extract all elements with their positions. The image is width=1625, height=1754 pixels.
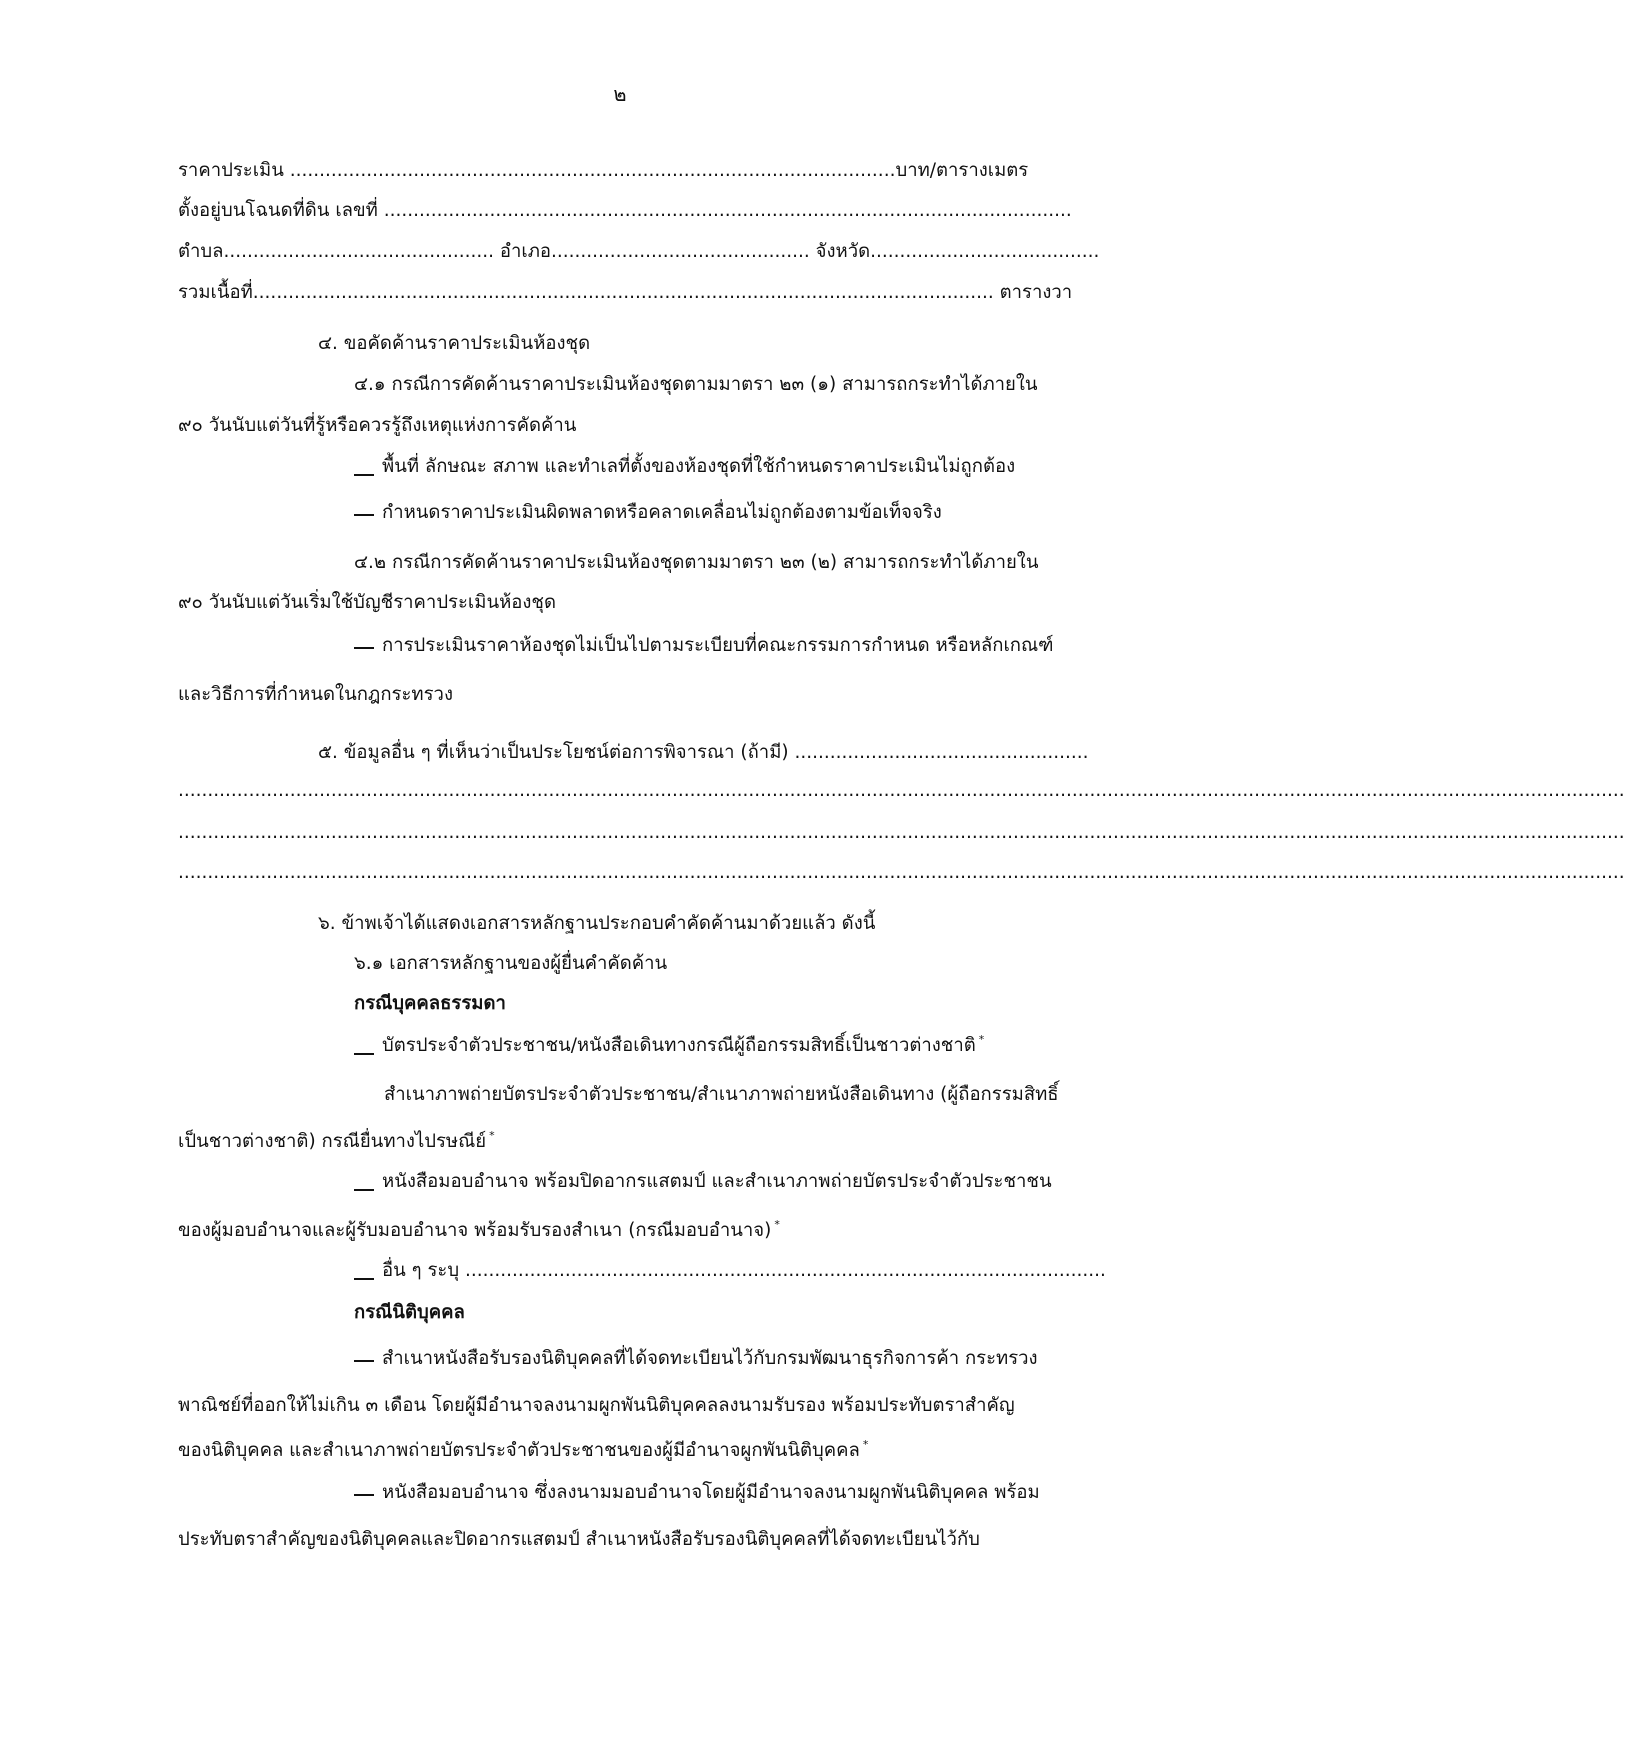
option-id-copy-line-2-text: เป็นชาวต่างชาติ) กรณียื่นทางไปรษณีย์ — [178, 1131, 487, 1152]
option-id-card-label: บัตรประจำตัวประชาชน/หนังสือเดินทางกรณีผู้ถือกรรมสิทธิ์เป็นชาวต่างชาติ — [382, 1035, 976, 1056]
option-power-of-attorney-line-2-text: ของผู้มอบอำนาจและผู้รับมอบอำนาจ พร้อมรับรองสำเนา (กรณีมอบอำนาจ) — [178, 1220, 772, 1241]
option-company-certificate-line-3 — [178, 1438, 869, 1461]
section-6-1-heading: ๖.๑ เอกสารหลักฐานของผู้ยื่นคำคัดค้าน — [354, 953, 668, 974]
blank-line[interactable]: ...................................................................................................................................................................................................................................................... — [178, 780, 1625, 801]
option-id-copy-line-2 — [178, 1129, 495, 1152]
required-mark: * — [978, 1033, 985, 1046]
option-company-power-of-attorney-label: หนังสือมอบอำนาจ ซึ่งลงนามมอบอำนาจโดยผู้มีอำนาจลงนามผูกพันนิติบุคคล พร้อม — [382, 1482, 1040, 1503]
title-deed-line: ตั้งอยู่บนโฉนดที่ดิน เลขที่ ..................................................................................................................... — [178, 200, 1072, 221]
appraisal-price-line: ราคาประเมิน .......................................................................................................บาท/ตารางเมตร — [178, 160, 1029, 181]
checkbox-icon[interactable] — [354, 1189, 374, 1191]
option-company-certificate-line-2: พาณิชย์ที่ออกให้ไม่เกิน ๓ เดือน โดยผู้มีอำนาจลงนามผูกพันนิติบุคคลลงนามรับรอง พร้อมประทับตราสำคัญ — [178, 1395, 1015, 1416]
checkbox-icon[interactable] — [354, 514, 374, 516]
section-4-heading: ๔. ขอคัดค้านราคาประเมินห้องชุด — [318, 333, 591, 354]
section-4-1-line-2: ๙๐ วันนับแต่วันที่รู้หรือควรรู้ถึงเหตุแห่งการคัดค้าน — [178, 415, 577, 436]
section-4-2-line-1: ๔.๒ กรณีการคัดค้านราคาประเมินห้องชุดตามมาตรา ๒๓ (๒) สามารถกระทำได้ภายใน — [354, 552, 1039, 573]
option-power-of-attorney[interactable] — [354, 1173, 1052, 1192]
section-4-2-line-2: ๙๐ วันนับแต่วันเริ่มใช้บัญชีราคาประเมินห้องชุด — [178, 592, 557, 613]
option-id-card[interactable] — [354, 1033, 985, 1056]
required-mark: * — [774, 1218, 780, 1231]
option-company-certificate-label: สำเนาหนังสือรับรองนิติบุคคลที่ได้จดทะเบียนไว้กับกรมพัฒนาธุรกิจการค้า กระทรวง — [382, 1348, 1038, 1369]
option-company-power-of-attorney-line-2: ประทับตราสำคัญของนิติบุคคลและปิดอากรแสตมป์ สำเนาหนังสือรับรองนิติบุคคลที่ได้จดทะเบียนไว้กับ — [178, 1529, 980, 1550]
section-4-1-line-1: ๔.๑ กรณีการคัดค้านราคาประเมินห้องชุดตามมาตรา ๒๓ (๑) สามารถกระทำได้ภายใน — [354, 374, 1038, 395]
blank-line[interactable]: ...................................................................................................................................................................................................................................................... — [178, 822, 1625, 843]
option-other-label: อื่น ๆ ระบุ ............................................................................................................. — [382, 1260, 1106, 1281]
option-not-per-regulation[interactable] — [354, 637, 1054, 656]
option-power-of-attorney-line-2 — [178, 1218, 780, 1241]
section-6-heading: ๖. ข้าพเจ้าได้แสดงเอกสารหลักฐานประกอบคำคัดค้านมาด้วยแล้ว ดังนี้ — [318, 913, 876, 934]
checkbox-icon[interactable] — [354, 647, 374, 649]
page-number: ๒ — [613, 82, 627, 106]
section-5-heading: ๕. ข้อมูลอื่น ๆ ที่เห็นว่าเป็นประโยชน์ต่อการพิจารณา (ถ้ามี) .................................................. — [318, 742, 1089, 763]
checkbox-icon[interactable] — [354, 474, 374, 476]
natural-person-heading: กรณีบุคคลธรรมดา — [354, 993, 506, 1014]
checkbox-icon[interactable] — [354, 1494, 374, 1496]
option-price-error[interactable] — [354, 504, 942, 523]
option-price-error-label: กำหนดราคาประเมินผิดพลาดหรือคลาดเคลื่อนไม่ถูกต้องตามข้อเท็จจริง — [382, 502, 942, 523]
total-area-line: รวมเนื้อที่.............................................................................................................................. ตารางวา — [178, 282, 1073, 303]
option-not-per-regulation-line-2: และวิธีการที่กำหนดในกฎกระทรวง — [178, 684, 453, 705]
option-company-certificate[interactable] — [354, 1350, 1038, 1369]
blank-line[interactable]: ...................................................................................................................................................................................................................................................... — [178, 862, 1625, 883]
required-mark: * — [862, 1438, 869, 1451]
checkbox-icon[interactable] — [354, 1278, 374, 1280]
option-power-of-attorney-label: หนังสือมอบอำนาจ พร้อมปิดอากรแสตมป์ และสำเนาภาพถ่ายบัตรประจำตัวประชาชน — [382, 1171, 1052, 1192]
option-area-incorrect-label: พื้นที่ ลักษณะ สภาพ และทำเลที่ตั้งของห้องชุดที่ใช้กำหนดราคาประเมินไม่ถูกต้อง — [382, 456, 1016, 477]
option-not-per-regulation-label: การประเมินราคาห้องชุดไม่เป็นไปตามระเบียบที่คณะกรรมการกำหนด หรือหลักเกณฑ์ — [382, 635, 1054, 656]
location-line: ตำบล.............................................. อำเภอ............................................ จังหวัด....................................... — [178, 241, 1100, 262]
option-id-copy-line-1: สำเนาภาพถ่ายบัตรประจำตัวประชาชน/สำเนาภาพถ่ายหนังสือเดินทาง (ผู้ถือกรรมสิทธิ์ — [384, 1084, 1059, 1105]
option-area-incorrect[interactable] — [354, 458, 1015, 477]
juristic-person-heading: กรณีนิติบุคคล — [354, 1302, 465, 1323]
checkbox-icon[interactable] — [354, 1360, 374, 1362]
option-company-certificate-line-3-text: ของนิติบุคคล และสำเนาภาพถ่ายบัตรประจำตัวประชาชนของผู้มีอำนาจผูกพันนิติบุคคล — [178, 1440, 860, 1461]
required-mark: * — [489, 1129, 495, 1142]
option-other[interactable] — [354, 1262, 1106, 1281]
option-company-power-of-attorney[interactable] — [354, 1484, 1040, 1503]
checkbox-icon[interactable] — [354, 1053, 374, 1055]
